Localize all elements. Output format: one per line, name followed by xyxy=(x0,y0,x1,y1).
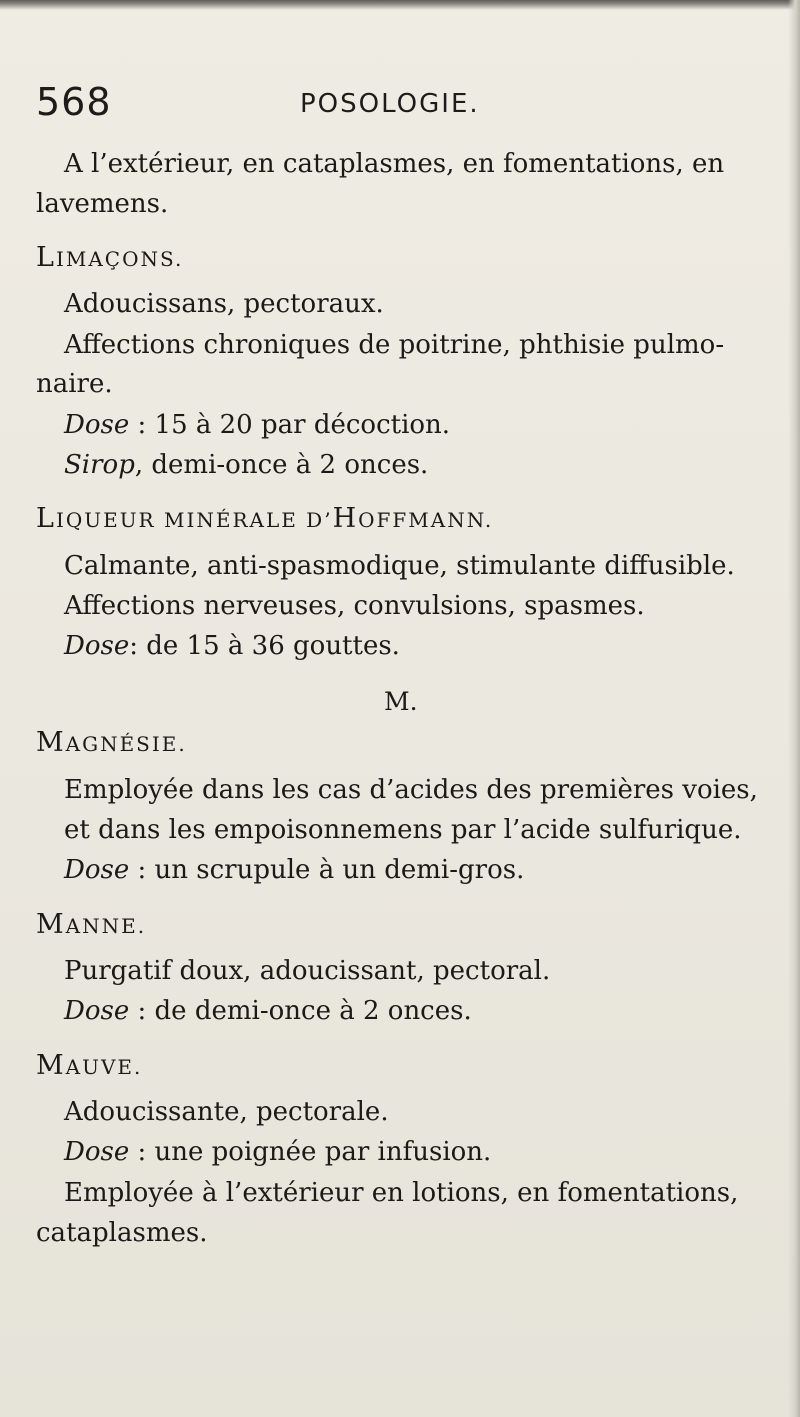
page-number: 568 xyxy=(36,80,112,124)
body-line: Employée à l’extérieur en lotions, en fomentations, xyxy=(64,1178,739,1208)
dose-text: : un scrupule à un demi-gros. xyxy=(129,855,525,885)
dose-label: Dose xyxy=(64,855,130,885)
dose-label: Dose xyxy=(64,410,130,440)
sirop-line xyxy=(64,449,428,481)
page-right-edge xyxy=(788,0,800,1417)
dose-text: : de demi-once à 2 onces. xyxy=(129,996,472,1026)
page-top-edge xyxy=(0,0,800,10)
body-line: Adoucissante, pectorale. xyxy=(64,1097,389,1127)
heading-rest: AUVE. xyxy=(65,1055,143,1079)
sirop-label: Sirop xyxy=(64,450,135,480)
entry-heading-manne xyxy=(36,909,146,942)
body-line: Adoucissans, pectoraux. xyxy=(64,289,384,319)
entry-heading-limacons xyxy=(36,242,183,275)
dose-label: Dose xyxy=(64,631,130,661)
dose-text: : 15 à 20 par décoction. xyxy=(129,410,451,440)
entry-heading-liqueur xyxy=(36,503,493,536)
heading-initial: L xyxy=(36,242,56,273)
heading-rest: IQUEUR MINÉRALE D’ xyxy=(55,508,333,532)
heading-initial: L xyxy=(36,503,56,534)
entry-heading-mauve xyxy=(36,1050,142,1083)
body-line: lavemens. xyxy=(36,189,169,219)
body-line: Affections chroniques de poitrine, phthisie pulmo- xyxy=(64,330,725,360)
body-line: et dans les empoisonnemens par l’acide sulfurique. xyxy=(64,815,742,845)
heading-rest: IMAÇONS. xyxy=(55,247,184,271)
body-line: naire. xyxy=(36,369,113,399)
entry-heading-magnesie xyxy=(36,727,187,760)
page-header xyxy=(36,80,736,130)
heading-rest: ANNE. xyxy=(65,914,147,938)
heading-initial: M xyxy=(36,909,66,940)
body-line: Purgatif doux, adoucissant, pectoral. xyxy=(64,956,551,986)
dose-line xyxy=(64,854,524,886)
heading-initial: M xyxy=(36,727,66,758)
dose-line xyxy=(64,995,472,1027)
body-line: cataplasmes. xyxy=(36,1218,208,1248)
sirop-text: , demi-once à 2 onces. xyxy=(134,450,429,480)
dose-line xyxy=(64,630,400,662)
dose-line xyxy=(64,1136,491,1168)
heading-initial: M xyxy=(36,1050,66,1081)
heading-initial: H xyxy=(332,503,359,534)
body-line: Calmante, anti-spasmodique, stimulante diffusible. xyxy=(64,551,735,581)
dose-label: Dose xyxy=(64,1137,130,1167)
dose-text: : de 15 à 36 gouttes. xyxy=(129,631,400,661)
body-line: Affections nerveuses, convulsions, spasmes. xyxy=(64,591,645,621)
section-letter: M. xyxy=(384,687,418,716)
dose-line xyxy=(64,409,450,441)
running-title: POSOLOGIE. xyxy=(300,89,480,119)
dose-label: Dose xyxy=(64,996,130,1026)
dose-text: : une poignée par infusion. xyxy=(129,1137,492,1167)
heading-rest: AGNÉSIE. xyxy=(65,732,187,756)
heading-rest: OFFMANN. xyxy=(358,508,494,532)
body-line: A l’extérieur, en cataplasmes, en fomentations, en xyxy=(64,149,725,179)
body-line: Employée dans les cas d’acides des premières voies, xyxy=(64,775,758,805)
